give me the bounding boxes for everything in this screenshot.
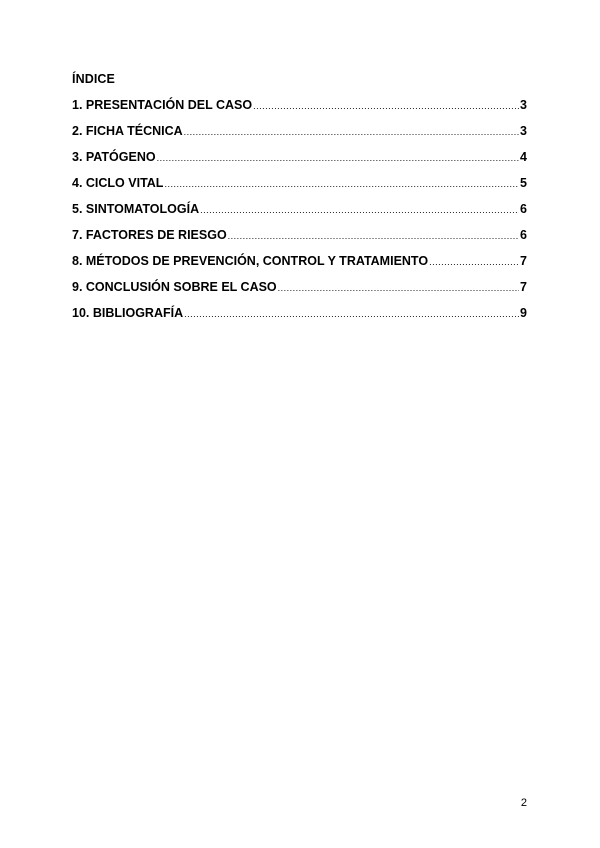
toc-entry-label: 4. CICLO VITAL (72, 176, 164, 190)
toc-entry-label: 1. PRESENTACIÓN DEL CASO (72, 98, 253, 112)
toc-entry-bibliografia[interactable] (72, 304, 527, 330)
toc-entry-label: 3. PATÓGENO (72, 150, 156, 164)
toc-title: ÍNDICE (72, 72, 115, 86)
toc-entry-page: 5 (520, 176, 527, 190)
toc-entry-label: 9. CONCLUSIÓN SOBRE EL CASO (72, 280, 277, 294)
toc-entry-metodos[interactable] (72, 252, 527, 278)
toc-entry-conclusion[interactable] (72, 278, 527, 304)
dot-leader (157, 149, 519, 167)
toc-entry-page: 9 (520, 306, 527, 320)
toc-entry-page: 7 (520, 280, 527, 294)
toc-entry-page: 3 (520, 124, 527, 138)
toc-entry-patogeno[interactable] (72, 148, 527, 174)
toc-entry-label: 2. FICHA TÉCNICA (72, 124, 183, 138)
toc-entry-page: 6 (520, 202, 527, 216)
toc-entry-label: 7. FACTORES DE RIESGO (72, 228, 227, 242)
toc-entry-factores-de-riesgo[interactable] (72, 226, 527, 252)
dot-leader (184, 305, 519, 323)
table-of-contents (72, 70, 527, 330)
toc-entry-presentacion[interactable] (72, 96, 527, 122)
dot-leader (228, 227, 519, 245)
dot-leader (200, 201, 519, 219)
toc-entry-label: 10. BIBLIOGRAFÍA (72, 306, 184, 320)
dot-leader (429, 253, 519, 271)
dot-leader (164, 175, 519, 193)
dot-leader (184, 123, 519, 141)
dot-leader (253, 97, 519, 115)
toc-entry-ciclo-vital[interactable] (72, 174, 527, 200)
toc-entry-sintomatologia[interactable] (72, 200, 527, 226)
page-number: 2 (520, 797, 527, 809)
toc-entry-ficha-tecnica[interactable] (72, 122, 527, 148)
toc-entry-label: 5. SINTOMATOLOGÍA (72, 202, 200, 216)
toc-entry-page: 4 (520, 150, 527, 164)
toc-entry-page: 6 (520, 228, 527, 242)
toc-entry-page: 3 (520, 98, 527, 112)
dot-leader (278, 279, 519, 297)
toc-entry-page: 7 (520, 254, 527, 268)
toc-entry-label: 8. MÉTODOS DE PREVENCIÓN, CONTROL Y TRATAMIENTO (72, 254, 429, 268)
